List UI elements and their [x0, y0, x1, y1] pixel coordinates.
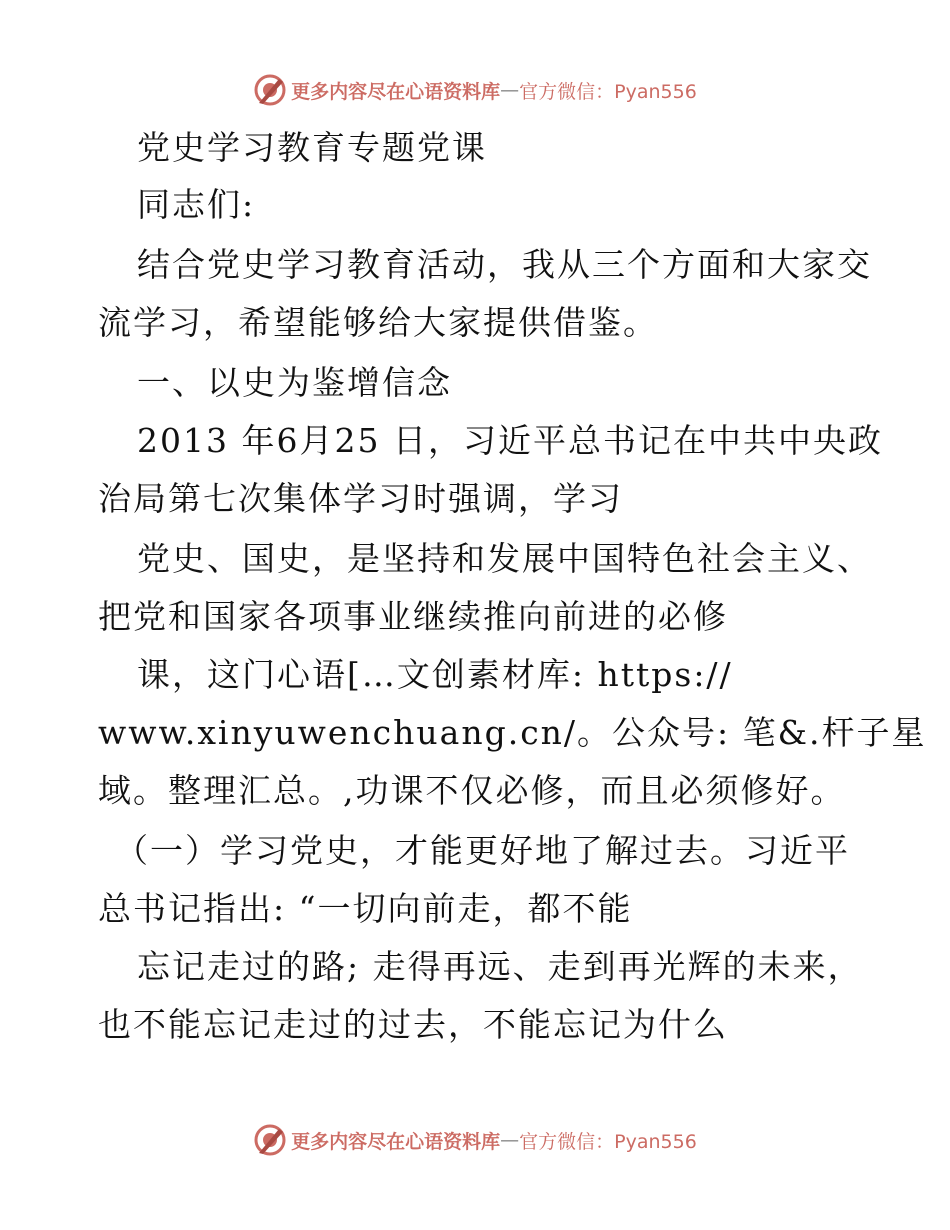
doc-line: 党史、国史，是坚持和发展中国特色社会主义、 — [137, 539, 872, 578]
doc-line: 忘记走过的路; 走得再远、走到再光辉的未来， — [137, 947, 863, 986]
doc-line: 同志们: — [137, 185, 256, 224]
doc-line: 课，这门心语[…文创素材库: https:// — [137, 655, 733, 694]
doc-line: 也不能忘记走过的过去，不能忘记为什么 — [98, 1005, 728, 1044]
banner-title: 更多内容尽在心语资料库 — [291, 80, 501, 103]
doc-title: 党史学习教育专题党课 — [137, 128, 487, 167]
doc-heading: 一、以史为鉴增信念 — [137, 363, 452, 402]
doc-line: 2013 年6月25 日，习近平总书记在中共中央政 — [137, 421, 883, 460]
doc-line: 流学习，希望能够给大家提供借鉴。 — [98, 303, 658, 342]
doc-line: 总书记指出: “一切向前走，都不能 — [98, 889, 633, 928]
doc-line: www.xinyuwenchuang.cn/。公众号: 笔&.杆子星 — [98, 713, 927, 752]
doc-line: 域。整理汇总。,功课不仅必修，而且必须修好。 — [98, 771, 846, 810]
header-banner — [0, 70, 950, 110]
banner-separator: — — [500, 79, 520, 101]
doc-line: （一）学习党史，才能更好地了解过去。习近平 — [115, 831, 850, 870]
pen-circle-logo-icon — [253, 73, 287, 107]
doc-line: 把党和国家各项事业继续推向前进的必修 — [98, 597, 728, 636]
pen-circle-logo-icon — [253, 1123, 287, 1157]
doc-line: 治局第七次集体学习时强调，学习 — [98, 479, 623, 518]
footer-banner — [0, 1120, 950, 1160]
doc-line: 结合党史学习教育活动，我从三个方面和大家交 — [137, 245, 872, 284]
banner-title: 更多内容尽在心语资料库 — [291, 1130, 501, 1153]
banner-account: 官方微信：Pyan556 — [519, 80, 697, 103]
banner-account: 官方微信：Pyan556 — [519, 1130, 697, 1153]
banner-separator: — — [500, 1129, 520, 1151]
